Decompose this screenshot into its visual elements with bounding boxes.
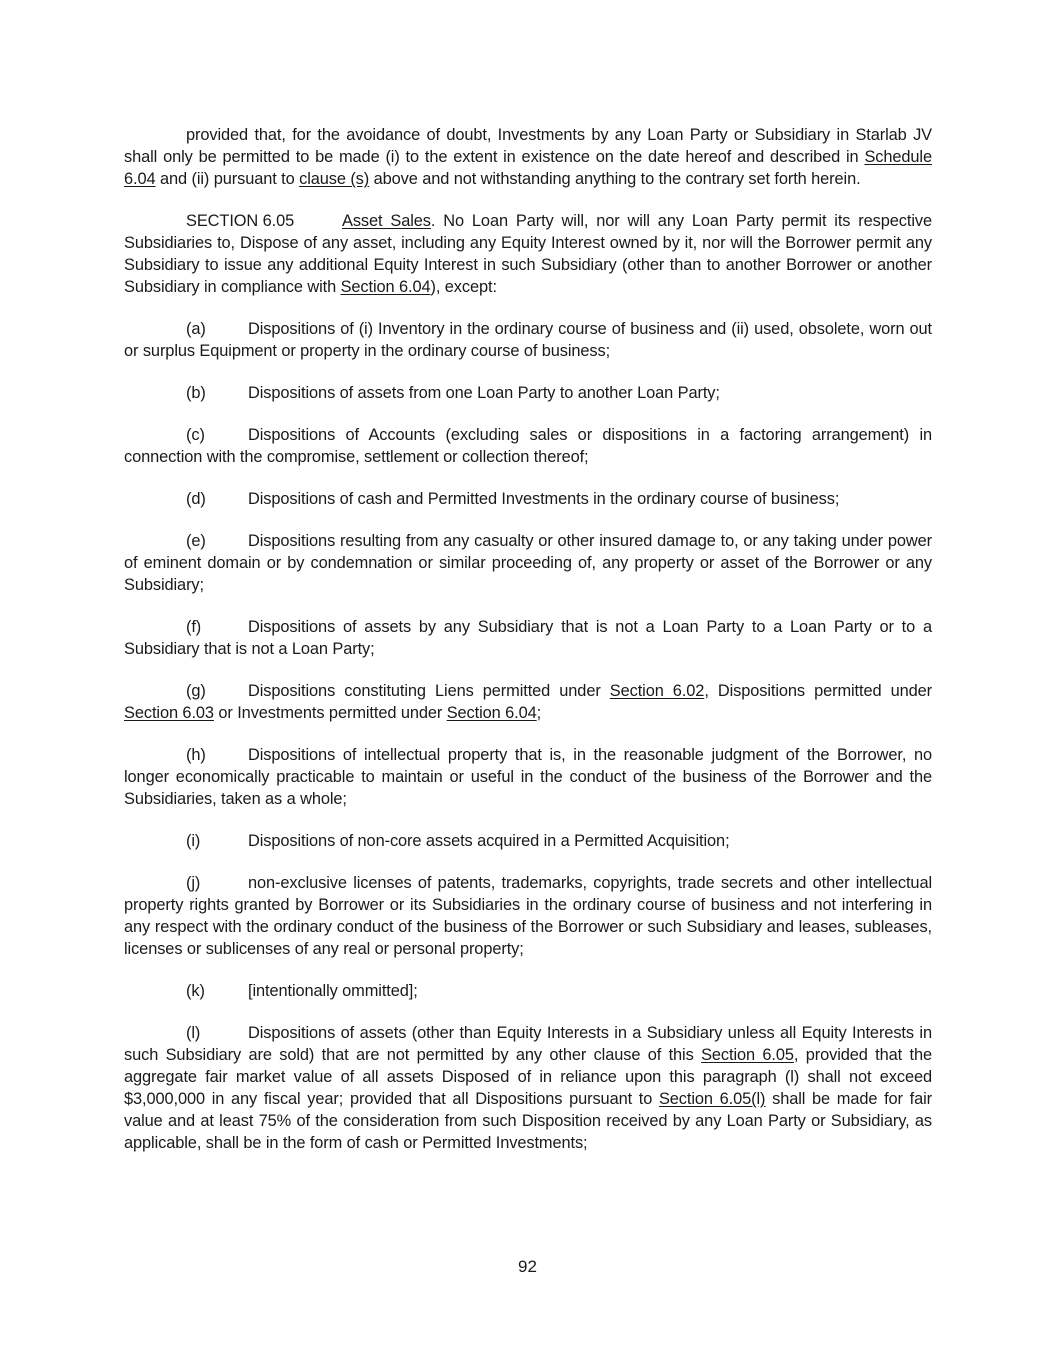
clause-text: Dispositions of Accounts (excluding sales or dispositions in a factoring arrangement) in connection with the compromise, settlement or collection thereof; [124, 426, 932, 466]
section-6-04-reference: Section 6.04 [340, 278, 431, 296]
document-page [124, 124, 932, 1174]
clause-g [124, 680, 932, 724]
clause-j [124, 872, 932, 960]
section-text-1: . No Loan Party will, nor will any Loan Party permit its respective Subsidiaries to, Dispose of any asset, including any Equity Interest owned by it, nor will the Borrower permit any Subsidiary to issue any additional Equity Interest in such Subsidiary (other than to another Borrower or another Subsidiary in compliance with [124, 212, 932, 296]
clause-label: (f) [186, 618, 202, 636]
clause-text: Dispositions of (i) Inventory in the ordinary course of business and (ii) used, obsolete, worn out or surplus Equipment or property in the ordinary course of business; [124, 320, 932, 360]
clause-text: [intentionally ommitted]; [248, 982, 418, 1000]
clause-text: Dispositions of assets by any Subsidiary that is not a Loan Party to a Loan Party or to a Subsidiary that is not a Loan Party; [124, 618, 932, 658]
clause-e [124, 530, 932, 596]
clause-s-reference: clause (s) [299, 170, 370, 188]
clause-text-2: , provided that the aggregate fair market value of all assets Disposed of in reliance upon this paragraph (l) shall not exceed $3,000,000 in any fiscal year; provided that all Dispositions pursuant to [124, 1046, 932, 1108]
intro-paragraph [124, 124, 932, 190]
clause-text-3: or Investments permitted under [213, 704, 447, 722]
clause-i [124, 830, 932, 852]
clause-l [124, 1022, 932, 1154]
page-number: 92 [518, 1257, 537, 1276]
clause-b [124, 382, 932, 404]
clause-text: Dispositions of assets from one Loan Party to another Loan Party; [248, 384, 720, 402]
clause-label: (a) [186, 320, 206, 338]
clause-label: (c) [186, 426, 205, 444]
section-6-02-reference: Section 6.02 [609, 682, 705, 700]
clause-a [124, 318, 932, 362]
intro-text-2: and (ii) pursuant to [155, 170, 300, 188]
clause-d [124, 488, 932, 510]
clause-text: non-exclusive licenses of patents, trademarks, copyrights, trade secrets and other intellectual property rights granted by Borrower or its Subsidiaries in the ordinary course of business and not interfering in any respect with the ordinary conduct of the business of the Borrower or such Subsidiary and leases, subleases, licenses or sublicenses of any real or personal property; [124, 874, 932, 958]
clause-text-4: ; [536, 704, 542, 722]
clause-text: Dispositions of cash and Permitted Investments in the ordinary course of business; [248, 490, 840, 508]
section-6-05-reference: Section 6.05 [701, 1046, 794, 1064]
clause-label: (e) [186, 532, 206, 550]
section-text-2: ), except: [430, 278, 497, 296]
clause-c [124, 424, 932, 468]
clause-label: (h) [186, 746, 206, 764]
clause-label: (b) [186, 384, 206, 402]
clause-text: Dispositions of non-core assets acquired in a Permitted Acquisition; [248, 832, 730, 850]
clause-text-1: Dispositions constituting Liens permitted under [248, 682, 610, 700]
section-6-04-reference: Section 6.04 [446, 704, 537, 722]
clause-h [124, 744, 932, 810]
section-6-05-l-reference: Section 6.05(l) [658, 1090, 766, 1108]
clause-label: (l) [186, 1024, 201, 1042]
intro-text-1: provided that, for the avoidance of doubt, Investments by any Loan Party or Subsidiary in Starlab JV shall only be permitted to be made (i) to the extent in existence on the date hereof and described in [124, 126, 932, 166]
clause-label: (j) [186, 874, 201, 892]
section-6-03-reference: Section 6.03 [124, 704, 214, 722]
clause-text-1: Dispositions of assets (other than Equity Interests in a Subsidiary unless all Equity Interests in such Subsidiary are sold) that are not permitted by any other clause of this [124, 1024, 932, 1064]
clause-label: (g) [186, 682, 206, 700]
intro-text-3: above and not withstanding anything to the contrary set forth herein. [369, 170, 861, 188]
clause-text-3: shall be made for fair value and at least 75% of the consideration from such Disposition received by any Loan Party or Subsidiary, as applicable, shall be in the form of cash or Permitted Investments; [124, 1090, 933, 1152]
clause-text-2: , Dispositions permitted under [704, 682, 932, 700]
clause-k [124, 980, 932, 1002]
clause-label: (k) [186, 982, 205, 1000]
schedule-6-04-reference: Schedule 6.04 [124, 148, 932, 188]
section-title: Asset Sales [342, 212, 431, 230]
clause-text: Dispositions of intellectual property that is, in the reasonable judgment of the Borrower, no longer economically practicable to maintain or useful in the conduct of the business of the Borrower and the Subsidiaries, taken as a whole; [124, 746, 932, 808]
section-number: SECTION 6.05 [186, 212, 295, 230]
clause-text: Dispositions resulting from any casualty or other insured damage to, or any taking under power of eminent domain or by condemnation or similar proceeding of, any property or asset of the Borrower or any Subsidiary; [124, 532, 932, 594]
clause-label: (i) [186, 832, 201, 850]
section-6-05-paragraph [124, 210, 932, 298]
clause-label: (d) [186, 490, 206, 508]
clause-f [124, 616, 932, 660]
